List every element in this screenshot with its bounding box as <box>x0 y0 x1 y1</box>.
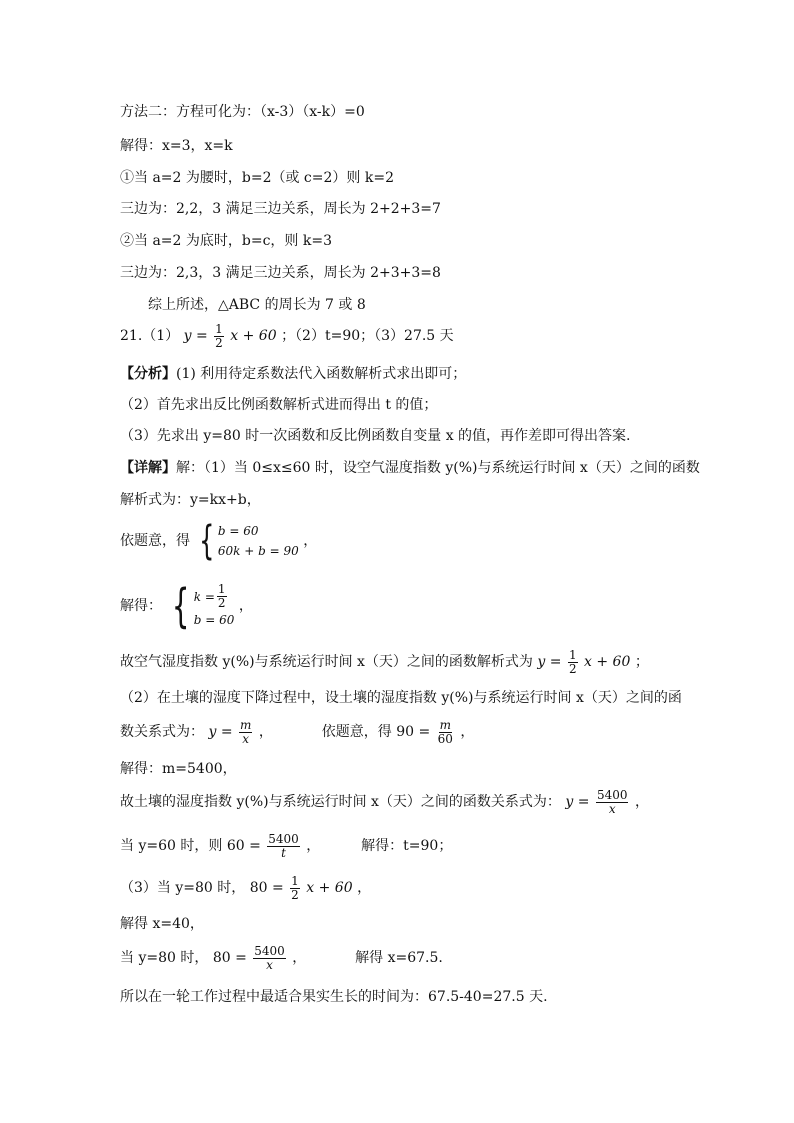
y80-lhs: 80 = <box>212 950 247 966</box>
part3-lhs: 80 = <box>249 880 284 896</box>
air-function-fraction <box>568 649 578 676</box>
system-one-prefix: 依题意，得 <box>120 533 190 549</box>
air-function-prefix: 故空气湿度指数 y(%)与系统运行时间 x（天）之间的函数解析式为 <box>120 654 533 670</box>
frac-den: 2 <box>217 596 226 611</box>
left-brace: { <box>172 579 190 633</box>
part3-fraction <box>290 875 300 902</box>
solution-line: 解得：x=3，x=k <box>120 138 233 154</box>
system-two-eq1 <box>194 583 235 610</box>
q21-rest: ；（2）t=90；（3）27.5 天 <box>281 328 454 344</box>
q21-fraction <box>214 323 224 350</box>
soil-relation-b-fraction <box>437 719 454 746</box>
frac-num: m <box>240 717 252 732</box>
system-one-eq2: 60k + b = 90 <box>217 544 299 558</box>
frac-num: 1 <box>217 582 226 597</box>
system-one-line <box>120 518 318 564</box>
system-one-suffix: ， <box>303 533 318 549</box>
y60-lhs: 60 = <box>226 838 261 854</box>
y60-mid: ， <box>306 838 321 854</box>
y80-line <box>120 944 443 972</box>
part3-line <box>120 874 371 902</box>
q21-prefix: 21.（1） <box>120 328 180 344</box>
soil-function-lhs: y = <box>565 794 590 810</box>
y60-solution: 解得：t=90； <box>361 838 453 854</box>
frac-den: x <box>242 731 250 746</box>
soil-function-fraction <box>596 789 629 816</box>
soil-relation-mid: ， <box>258 724 273 740</box>
q21-answer-line <box>120 322 454 350</box>
part3-rhs: x + 60 <box>306 880 353 896</box>
y60-prefix: 当 y=60 时，则 <box>120 838 223 854</box>
part3-prefix: （3）当 y=80 时， <box>120 880 246 896</box>
soil-relation-prefix: 数关系式为： <box>120 724 204 740</box>
air-function-lhs: y = <box>537 654 562 670</box>
frac-den: t <box>281 845 286 860</box>
q21-rhs: x + 60 <box>230 328 277 344</box>
equation-system-one <box>194 518 299 564</box>
detail-line-1 <box>120 459 700 477</box>
soil-relation-lhs: y = <box>208 724 233 740</box>
equation-system-two <box>166 579 235 633</box>
system-two-line <box>120 579 253 633</box>
system-two-eq2: b = 60 <box>193 612 235 627</box>
frac-den: x <box>608 801 616 816</box>
final-answer-line: 所以在一轮工作过程中最适合果实生长的时间为：67.5-40=27.5 天. <box>120 989 548 1005</box>
detail-line-2: 解析式为：y=kx+b， <box>120 492 261 508</box>
frac-num: 5400 <box>268 831 299 846</box>
soil-function-prefix: 故土壤的湿度指数 y(%)与系统运行时间 x（天）之间的函数关系式为： <box>120 794 561 810</box>
sides-one-line: 三边为：2,2，3 满足三边关系，周长为 2+2+3=7 <box>120 201 441 217</box>
soil-function-line <box>120 788 649 816</box>
y80-prefix: 当 y=80 时， <box>120 950 209 966</box>
soil-relation-b: 依题意，得 <box>321 724 392 740</box>
frac-den: 2 <box>291 887 299 902</box>
frac-num: 1 <box>568 647 577 662</box>
system-two-suffix: ， <box>238 598 253 614</box>
y60-fraction <box>267 833 300 860</box>
q21-frac-num: 1 <box>215 321 223 336</box>
air-function-rhs: x + 60 <box>584 654 631 670</box>
soil-intro-line: （2）在土壤的湿度下降过程中，设土壤的湿度指数 y(%)与系统运行时间 x（天）之间的函 <box>120 690 682 706</box>
air-function-suffix: ； <box>634 654 649 670</box>
frac-den: 60 <box>437 731 453 746</box>
system-two-eq1-lhs: k = <box>193 589 215 604</box>
conclusion-line: 综上所述，△ABC 的周长为 7 或 8 <box>148 297 366 313</box>
frac-num: 5400 <box>254 943 285 958</box>
analysis-text-1: (1) 利用待定系数法代入函数解析式求出即可； <box>176 366 467 382</box>
q21-frac-den: 2 <box>215 335 223 350</box>
frac-num: 5400 <box>596 787 628 802</box>
soil-function-suffix: ， <box>634 794 649 810</box>
detail-text-1: 解：（1）当 0≤x≤60 时，设空气湿度指数 y(%)与系统运行时间 x（天）之间的函数 <box>176 460 700 476</box>
analysis-line-1 <box>120 365 466 383</box>
detail-tag: 【详解】 <box>120 460 176 476</box>
case-two-line: ②当 a=2 为底时，b=c，则 k=3 <box>120 233 332 249</box>
method-two-line: 方法二：方程可化为：（x-3）（x-k）=0 <box>120 104 365 120</box>
left-brace: { <box>199 518 215 564</box>
y80-fraction <box>253 945 286 972</box>
solve-x40-line: 解得 x=40， <box>120 916 204 932</box>
y80-mid: ， <box>292 950 307 966</box>
air-function-line <box>120 648 649 676</box>
frac-num: 1 <box>291 873 299 888</box>
system-two-fraction <box>217 583 227 610</box>
soil-relation-line <box>120 718 474 746</box>
frac-num: m <box>439 717 451 732</box>
soil-relation-b-lhs: 90 = <box>396 724 431 740</box>
part3-suffix: ， <box>357 880 372 896</box>
system-one-eq1: b = 60 <box>217 524 259 538</box>
sides-two-line: 三边为：2,3，3 满足三边关系，周长为 2+3+3=8 <box>120 265 441 281</box>
analysis-tag: 【分析】 <box>120 366 176 382</box>
analysis-line-3: （3）先求出 y=80 时一次函数和反比例函数自变量 x 的值，再作差即可得出答案. <box>120 428 631 444</box>
frac-den: x <box>266 957 273 972</box>
case-one-line: ①当 a=2 为腰时，b=2（或 c=2）则 k=2 <box>120 170 394 186</box>
y60-line <box>120 832 452 860</box>
q21-lhs: y = <box>183 328 208 344</box>
soil-relation-suffix: ， <box>460 724 475 740</box>
frac-den: 2 <box>568 661 577 676</box>
analysis-line-2: （2）首先求出反比例函数解析式进而得出 t 的值； <box>120 397 438 413</box>
soil-relation-fraction <box>239 719 252 746</box>
y80-solution: 解得 x=67.5. <box>355 950 443 966</box>
solve-m-line: 解得：m=5400， <box>120 761 237 777</box>
system-two-prefix: 解得： <box>120 598 162 614</box>
